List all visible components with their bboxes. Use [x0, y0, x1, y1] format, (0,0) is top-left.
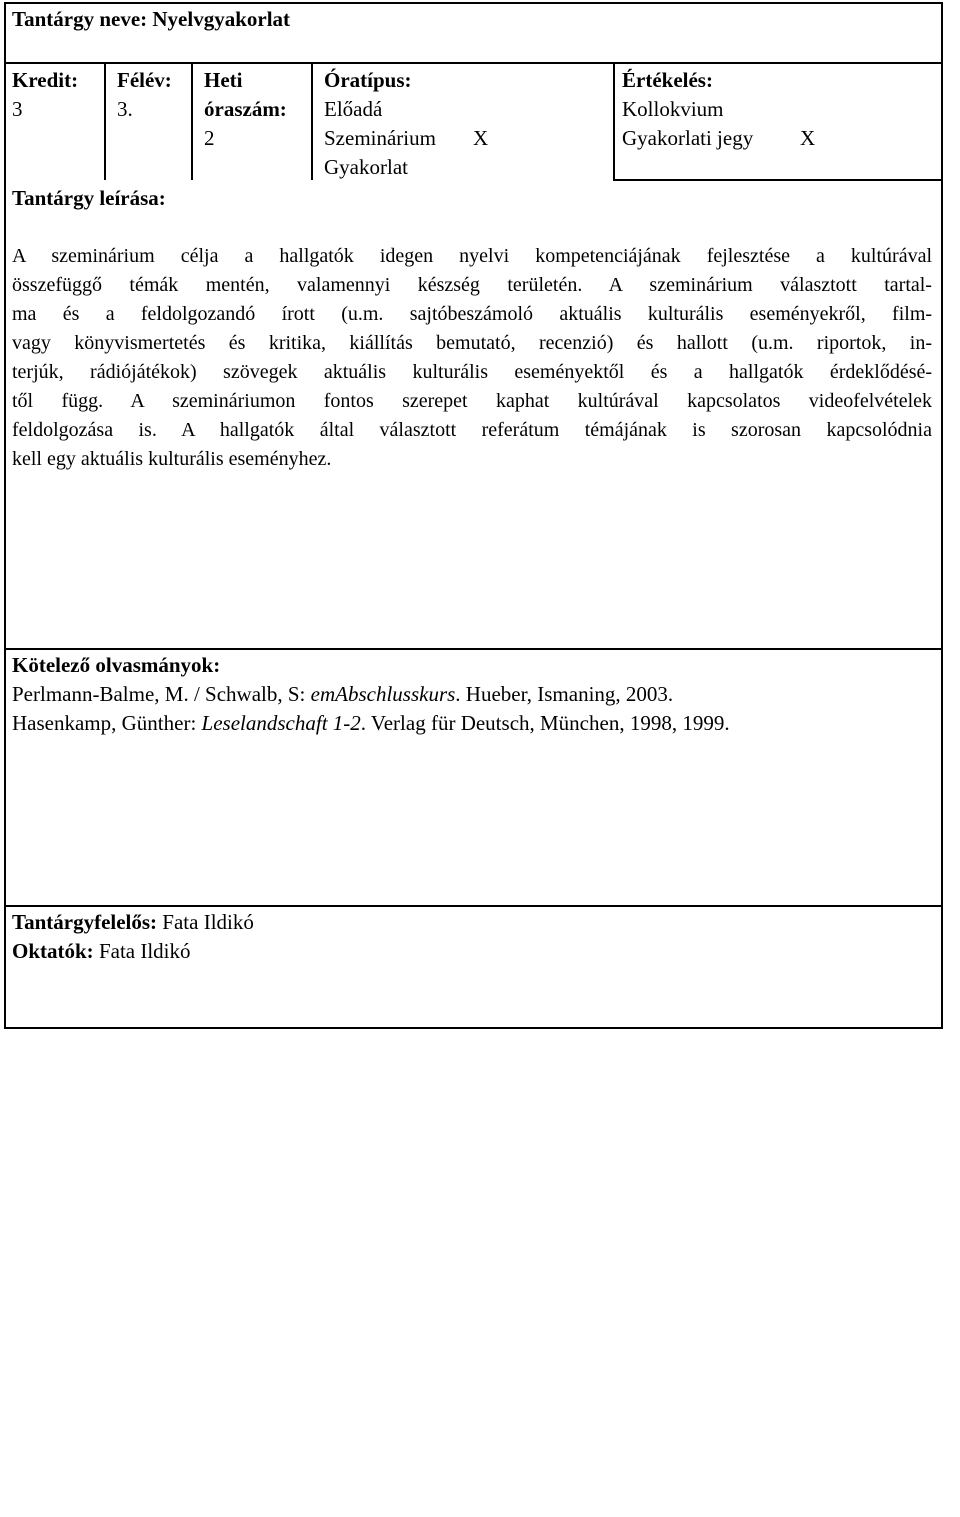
readings-label: Kötelező olvasmányok: [12, 653, 221, 677]
responsible [12, 908, 254, 937]
row-divider-readings [4, 648, 943, 650]
instructors-value: Fata Ildikó [93, 939, 191, 963]
class-type-seminar-mark: X [473, 126, 489, 150]
column-divider-type [613, 62, 615, 180]
column-divider-semester [191, 62, 193, 180]
reading-title: emAbschlusskurs [310, 682, 456, 706]
course-name [12, 5, 290, 34]
description-line: A szeminárium célja a hallgatók idegen nyelvi kompetenciájának fejlesztése a kultúrával [12, 245, 933, 267]
responsible-value: Fata Ildikó [157, 910, 254, 934]
description-line: terjúk, rádiójátékok) szövegek aktuális kulturális eseményektől és a hallgatók érdeklődésé- [12, 361, 933, 383]
instructors-label: Oktatók: [12, 939, 94, 963]
semester-label: Félév: [117, 68, 172, 92]
description-line: kell egy aktuális kulturális eseményhez. [12, 448, 332, 470]
reading-item [12, 709, 730, 738]
semester-value: 3. [117, 97, 133, 121]
description-line: feldolgozása is. A hallgatók által választott referátum témájának is szorosan kapcsolódnia [12, 419, 932, 441]
credit-value: 3 [12, 97, 23, 121]
reading-item [12, 680, 673, 709]
assessment-practical-grade: Gyakorlati jegy [622, 126, 754, 150]
weekly-hours-value: 2 [204, 126, 215, 150]
course-table [4, 2, 943, 1029]
column-divider-credit [104, 62, 106, 180]
column-divider-hours [311, 62, 313, 180]
class-type-practice: Gyakorlat [324, 155, 408, 179]
description-label: Tantárgy leírása: [12, 186, 166, 210]
course-name-label: Tantárgy neve: [12, 7, 148, 31]
assessment-practical-grade-mark: X [800, 126, 816, 150]
reading-authors: Perlmann-Balme, M. / Schwalb, S: [12, 682, 311, 706]
credit-label: Kredit: [12, 68, 79, 92]
reading-publisher: . Hueber, Ismaning, 2003. [455, 682, 674, 706]
instructors [12, 937, 191, 966]
row-divider-meta-right [613, 179, 943, 181]
course-name-value: Nyelvgyakorlat [152, 7, 291, 31]
weekly-hours-label-2: óraszám: [204, 97, 287, 121]
assessment-label: Értékelés: [622, 68, 713, 92]
class-type-lecture: Előadá [324, 97, 383, 121]
reading-authors: Hasenkamp, Günther: [12, 711, 202, 735]
row-divider-responsible [4, 905, 943, 907]
description-line: összefüggő témák mentén, valamennyi készség területén. A szeminárium választott tartal- [12, 274, 932, 296]
weekly-hours-label-1: Heti [204, 68, 243, 92]
reading-title: Leselandschaft 1-2 [201, 711, 361, 735]
description-line: től függ. A szemináriumon fontos szerepet kaphat kultúrával kapcsolatos videofelvételek [12, 390, 933, 412]
row-divider-name [4, 62, 943, 64]
description-line: vagy könyvismertetés és kritika, kiállítás bemutató, recenzió) és hallott (u.m. riportok, in- [12, 332, 932, 354]
responsible-label: Tantárgyfelelős: [12, 910, 158, 934]
description-line: ma és a feldolgozandó írott (u.m. sajtóbeszámoló aktuális kulturális eseményekről, film- [12, 303, 933, 325]
class-type-seminar: Szeminárium [324, 126, 436, 150]
reading-publisher: . Verlag für Deutsch, München, 1998, 1999. [360, 711, 730, 735]
assessment-colloquium: Kollokvium [622, 97, 724, 121]
class-type-label: Óratípus: [324, 68, 412, 92]
description-text [12, 242, 932, 474]
